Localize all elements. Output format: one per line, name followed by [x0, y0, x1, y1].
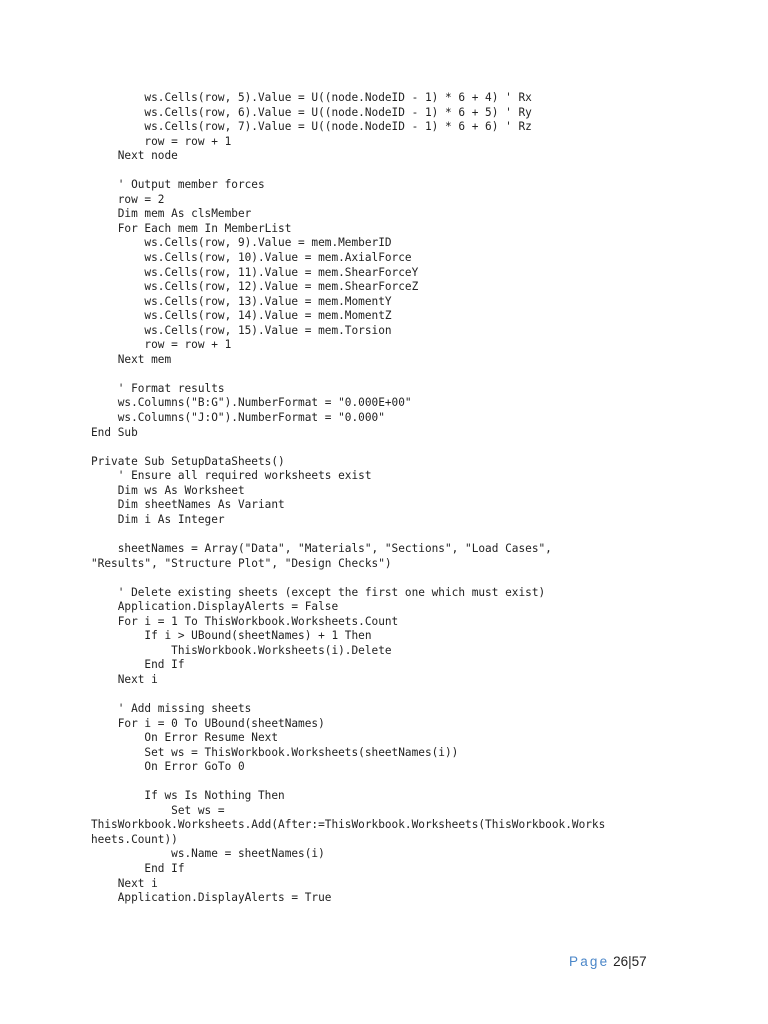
code-line [91, 367, 701, 382]
code-line: row = 2 [91, 192, 165, 206]
page-label: Page [569, 954, 610, 969]
code-line: End If [91, 861, 185, 875]
code-line: ws.Cells(row, 13).Value = mem.MomentY [91, 294, 392, 308]
code-line: ws.Cells(row, 6).Value = U((node.NodeID - 1) * 6 + 5) ' Ry [91, 105, 532, 119]
code-line [91, 687, 701, 702]
code-line: Private Sub SetupDataSheets() [91, 454, 285, 468]
code-line: Dim ws As Worksheet [91, 483, 245, 497]
code-line [91, 775, 701, 790]
code-line: For i = 0 To UBound(sheetNames) [91, 716, 325, 730]
page-number: 26 [613, 954, 629, 969]
code-line: End Sub [91, 425, 138, 439]
code-line [91, 164, 701, 179]
code-line: ws.Cells(row, 14).Value = mem.MomentZ [91, 309, 392, 323]
code-line: Dim mem As clsMember [91, 207, 252, 221]
code-line: ' Delete existing sheets (except the first one which must exist) [91, 585, 546, 599]
code-line: Application.DisplayAlerts = False [91, 600, 339, 614]
page-separator: | [628, 954, 632, 969]
code-line: ThisWorkbook.Worksheets(i).Delete [91, 643, 392, 657]
code-line: ws.Name = sheetNames(i) [91, 847, 325, 861]
code-line [91, 571, 701, 586]
code-line: Set ws = [91, 803, 225, 817]
code-line: ' Add missing sheets [91, 701, 252, 715]
code-line: "Results", "Structure Plot", "Design Checks") [91, 556, 392, 570]
code-line [91, 527, 701, 542]
code-line: row = row + 1 [91, 134, 232, 148]
code-line: ws.Columns("B:G").NumberFormat = "0.000E+00" [91, 396, 412, 410]
code-line: heets.Count)) [91, 832, 178, 846]
code-line: For i = 1 To ThisWorkbook.Worksheets.Count [91, 614, 399, 628]
code-line: row = row + 1 [91, 338, 232, 352]
code-line: Dim sheetNames As Variant [91, 498, 285, 512]
code-line: Next mem [91, 352, 172, 366]
code-line: Next i [91, 672, 158, 686]
code-line: ws.Cells(row, 7).Value = U((node.NodeID - 1) * 6 + 6) ' Rz [91, 120, 532, 134]
code-line: sheetNames = Array("Data", "Materials", "Sections", "Load Cases", [91, 541, 552, 555]
code-line: ws.Cells(row, 12).Value = mem.ShearForceZ [91, 280, 419, 294]
code-line: ' Format results [91, 381, 225, 395]
total-pages: 57 [631, 954, 647, 969]
code-line: If ws Is Nothing Then [91, 789, 285, 803]
code-line [91, 440, 701, 455]
code-line: ws.Columns("J:O").NumberFormat = "0.000" [91, 411, 385, 425]
code-line: Next i [91, 876, 158, 890]
code-line: ws.Cells(row, 11).Value = mem.ShearForceY [91, 265, 419, 279]
code-line: Application.DisplayAlerts = True [91, 891, 332, 905]
code-line: Next node [91, 149, 178, 163]
code-line: On Error Resume Next [91, 731, 279, 745]
code-block [91, 91, 701, 906]
code-line: ' Output member forces [91, 178, 265, 192]
code-line: ws.Cells(row, 10).Value = mem.AxialForce [91, 251, 412, 265]
page-footer [569, 954, 647, 969]
code-line: Dim i As Integer [91, 512, 225, 526]
code-line: ws.Cells(row, 5).Value = U((node.NodeID - 1) * 6 + 4) ' Rx [91, 91, 532, 104]
code-line: ' Ensure all required worksheets exist [91, 469, 372, 483]
code-line: For Each mem In MemberList [91, 221, 292, 235]
code-line: ThisWorkbook.Worksheets.Add(After:=ThisWorkbook.Worksheets(ThisWorkbook.Works [91, 818, 606, 832]
code-line: If i > UBound(sheetNames) + 1 Then [91, 629, 372, 643]
code-line: End If [91, 658, 185, 672]
code-line: Set ws = ThisWorkbook.Worksheets(sheetNames(i)) [91, 745, 459, 759]
code-line: ws.Cells(row, 15).Value = mem.Torsion [91, 323, 392, 337]
code-line: On Error GoTo 0 [91, 760, 245, 774]
code-line: ws.Cells(row, 9).Value = mem.MemberID [91, 236, 392, 250]
